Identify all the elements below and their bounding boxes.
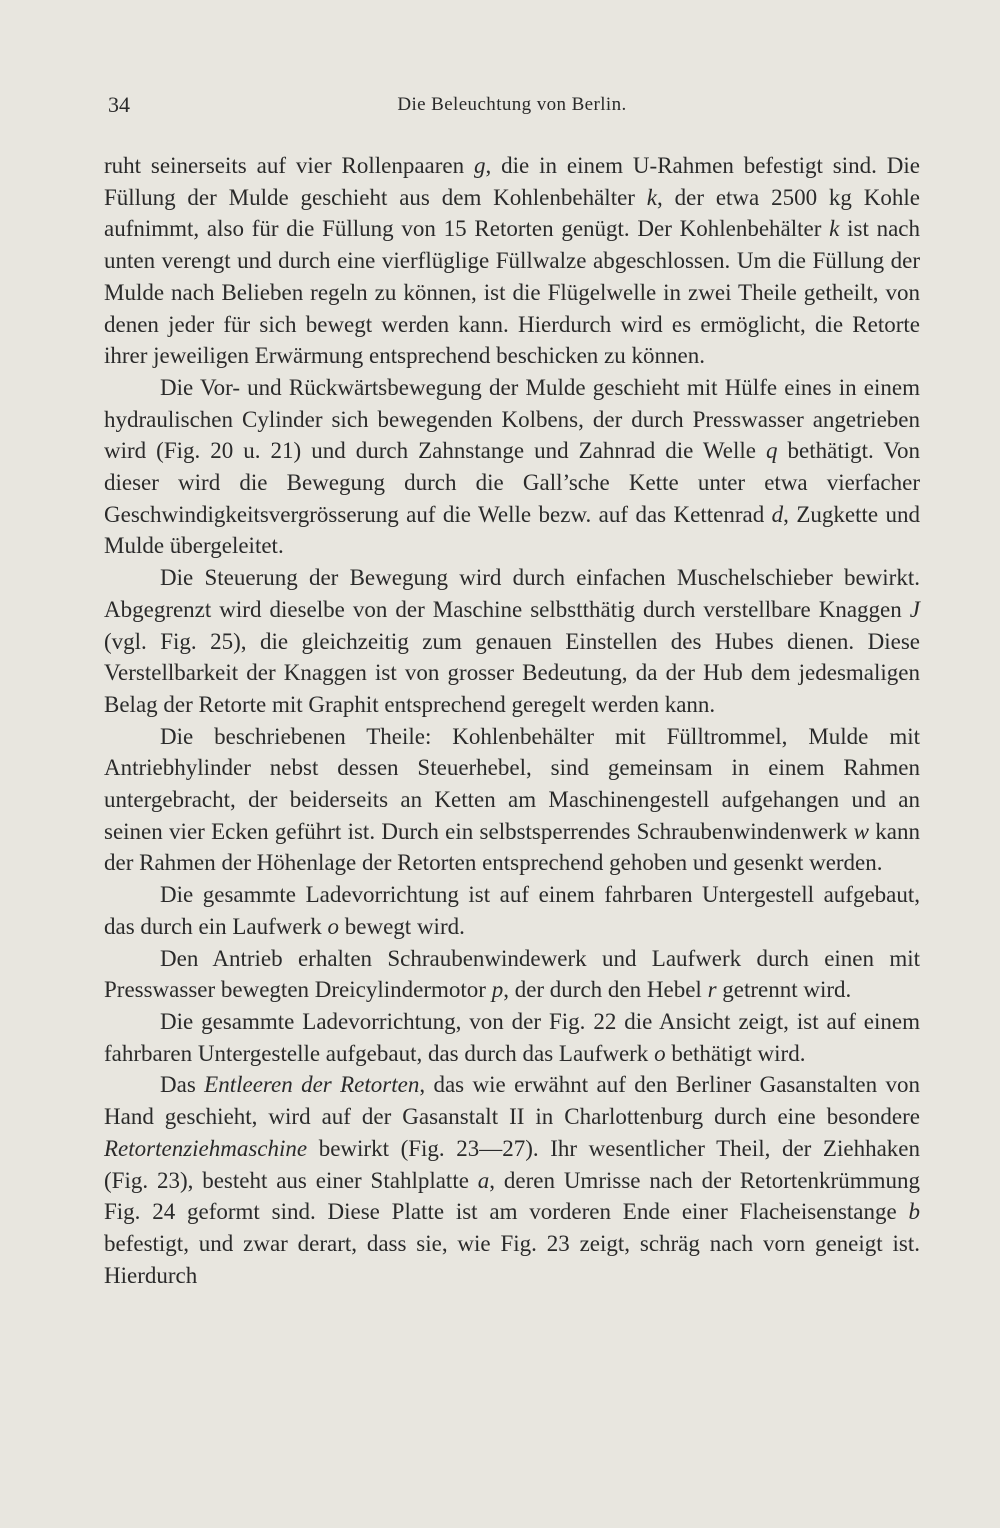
page-number: 34: [108, 92, 130, 117]
italic-run: Entleeren der Retorten: [204, 1072, 420, 1098]
text-run: Die Steuerung der Bewegung wird durch einfachen Muschelschieber bewirkt. Abgegrenzt wird dieselbe von der Maschine selbstthätig durch verstellbare Knaggen: [104, 565, 920, 622]
text-run: Die gesammte Ladevorrichtung ist auf einem fahrbaren Untergestell aufgebaut, das durch ein Laufwerk: [104, 882, 920, 939]
italic-run: Retortenziehmaschine: [104, 1135, 308, 1161]
text-run: Die Vor- und Rückwärtsbewegung der Mulde geschieht mit Hülfe eines in einem hydraulischen Cylinder sich bewegenden Kolbens, der durch Presswasser angetrieben wird (Fig. 20 u. 21) und durch Zahnstange und Zahnrad die Welle: [104, 374, 920, 464]
text-run: , die in einem U-Rahmen befestigt sind. Die Füllung der Mulde geschieht aus dem Kohlenbehälter: [104, 153, 920, 210]
italic-run: g: [473, 153, 486, 178]
running-title: Die Beleuchtung von Berlin.: [397, 94, 627, 115]
text-run: , Zugkette und Mulde übergeleitet.: [104, 501, 920, 559]
italic-run: k: [829, 216, 840, 242]
text-run: , das wie erwähnt auf den Berliner Gasanstalten von Hand geschieht, wird auf der Gasanstalt II in Charlottenburg durch eine besondere: [104, 1072, 920, 1130]
paragraph: [104, 943, 920, 1006]
text-run: bethätigt. Von dieser wird die Bewegung durch die Gall’sche Kette unter etwa vierfacher Geschwindigkeitsvergrösserung auf die Welle bezw. auf das Kettenrad: [104, 438, 920, 527]
text-run: , der durch den Hebel: [503, 977, 708, 1003]
italic-run: a: [477, 1167, 490, 1193]
text-run: Das: [160, 1072, 205, 1098]
text-run: bethätigt wird.: [665, 1040, 806, 1066]
paragraph: [104, 721, 920, 880]
text-run: (vgl. Fig. 25), die gleichzeitig zum genauen Einstellen des Hubes dienen. Diese Verstellbarkeit der Knaggen ist von grosser Bedeutung, da der Hub dem jedesmaligen Belag der Retorte mit Graphit entsprechend geregelt werden kann.: [104, 628, 920, 717]
text-run: ist nach unten verengt und durch eine vierflüglige Füllwalze abgeschlossen. Um die Füllung der Mulde nach Belieben regeln zu können, ist die Flügelwelle in zwei Theile getheilt, von denen jeder für sich bewegt werden kann. Hierdurch wird es ermöglicht, die Retorte ihrer jeweiligen Erwärmung entsprechend beschicken zu können.: [104, 216, 921, 369]
paragraph: [104, 1006, 920, 1069]
text-run: , deren Umrisse nach der Retortenkrümmung Fig. 24 geformt sind. Diese Platte ist am vorderen Ende einer Flacheisenstange: [104, 1167, 920, 1225]
text-run: bewegt wird.: [339, 913, 465, 939]
italic-run: b: [908, 1199, 920, 1225]
text-run: getrennt wird.: [716, 977, 852, 1003]
italic-run: w: [853, 818, 869, 844]
text-run: , der etwa 2500 kg Kohle aufnimmt, also für die Füllung von 15 Retorten genügt. Der Kohlenbehälter: [104, 184, 920, 242]
italic-run: q: [766, 438, 778, 464]
paragraph: [104, 372, 920, 562]
text-run: ruht seinerseits auf vier Rollenpaaren: [104, 153, 474, 178]
italic-run: p: [491, 977, 504, 1003]
text-run: Die beschriebenen Theile: Kohlenbehälter mit Fülltrommel, Mulde mit Antriebhylinder nebst dessen Steuerhebel, sind gemeinsam in einem Rahmen untergebracht, der beiderseits an Ketten am Maschinengestell aufgehangen und an seinen vier Ecken geführt ist. Durch ein selbstsperrendes Schraubenwindenwerk: [104, 723, 920, 844]
italic-run: o: [327, 913, 340, 939]
italic-run: d: [771, 501, 784, 527]
paragraph: [104, 879, 920, 942]
paragraph: [104, 562, 920, 721]
italic-run: o: [654, 1040, 666, 1066]
text-run: Die gesammte Ladevorrichtung, von der Fig. 22 die Ansicht zeigt, ist auf einem fahrbaren Untergestelle aufgebaut, das durch das Laufwerk: [104, 1008, 920, 1066]
text-run: bewirkt (Fig. 23—27). Ihr wesentlicher Theil, der Ziehhaken (Fig. 23), besteht aus einer Stahlplatte: [104, 1135, 920, 1193]
text-run: Den Antrieb erhalten Schraubenwindewerk und Laufwerk durch einen mit Presswasser bewegten Dreicylindermotor: [104, 945, 920, 1003]
text-run: kann der Rahmen der Höhenlage der Retorten entsprechend gehoben und gesenkt werden.: [104, 818, 920, 876]
italic-run: J: [909, 596, 920, 622]
italic-run: r: [707, 977, 717, 1003]
italic-run: k: [646, 184, 658, 210]
body-text: [104, 150, 920, 1291]
paragraph: [104, 1069, 920, 1291]
running-head: [104, 88, 920, 128]
paragraph: [104, 150, 920, 372]
text-run: befestigt, und zwar derart, dass sie, wie Fig. 23 zeigt, schräg nach vorn geneigt ist. Hierdurch: [104, 1230, 920, 1288]
